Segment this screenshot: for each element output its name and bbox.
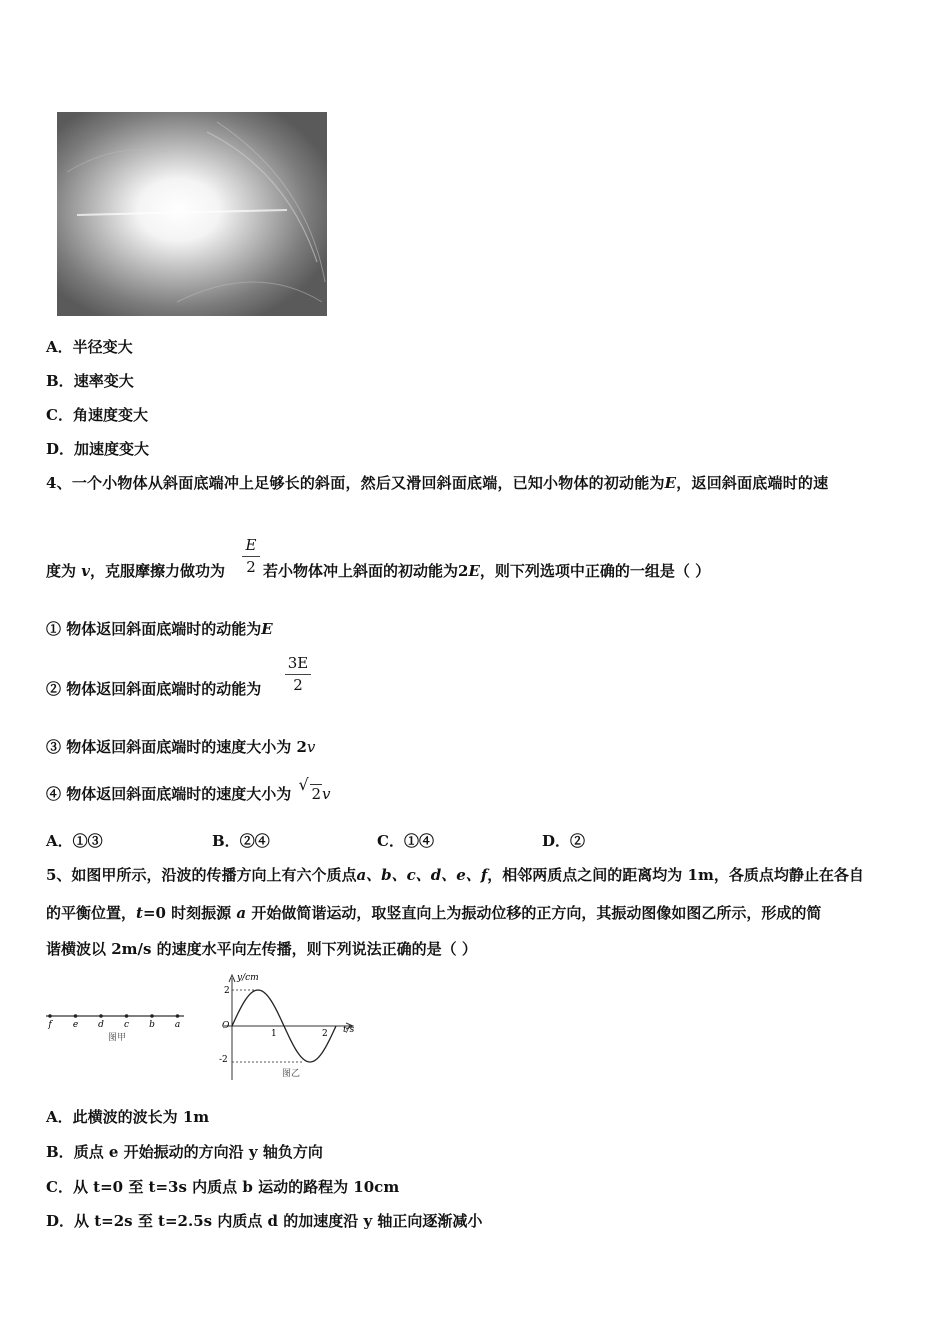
- q4-fraction-e-over-2: E 2: [242, 536, 260, 580]
- q3-option-b[interactable]: B．速率变大: [46, 372, 134, 390]
- ytick-neg2: -2: [219, 1055, 228, 1065]
- figure-yi-caption: 图乙: [282, 1069, 301, 1079]
- particle-label-a: a: [174, 1020, 181, 1030]
- bright-light-photo: [57, 112, 327, 316]
- particle-b: [150, 1014, 154, 1018]
- origin-label: O: [222, 1021, 230, 1031]
- particle-e: [74, 1014, 78, 1018]
- q4-fraction-3e-over-2: 3E 2: [285, 654, 311, 698]
- q4-choice-b[interactable]: B．②④: [212, 832, 270, 850]
- q5-option-c[interactable]: C．从 t=0 至 t=3s 内质点 b 运动的路程为 10cm: [46, 1178, 400, 1196]
- sqrt-expression: √ 2v: [298, 775, 331, 803]
- q4-choice-d[interactable]: D．②: [542, 832, 586, 850]
- q4-choice-c[interactable]: C．①④: [377, 832, 434, 850]
- particle-label-e: e: [72, 1020, 79, 1030]
- q3-option-d[interactable]: D．加速度变大: [46, 440, 150, 458]
- x-axis-label: t/s: [343, 1025, 355, 1035]
- particle-label-d: d: [98, 1020, 104, 1030]
- q5-option-b[interactable]: B．质点 e 开始振动的方向沿 y 轴负方向: [46, 1143, 323, 1161]
- figure-jia: [44, 1008, 189, 1048]
- particle-label-f: f: [48, 1020, 52, 1030]
- q4-statement-1: ① 物体返回斜面底端时的动能为E: [46, 620, 273, 638]
- particle-label-c: c: [123, 1020, 130, 1030]
- q4-stem-line2-cont: 若小物体冲上斜面的初动能为2E，则下列选项中正确的一组是（ ）: [263, 562, 711, 580]
- figure-jia-caption: 图甲: [107, 1033, 127, 1043]
- particle-label-b: b: [149, 1020, 155, 1030]
- y-axis-label: y/cm: [237, 973, 259, 983]
- figure-yi: [212, 970, 364, 1085]
- particle-a: [176, 1014, 180, 1018]
- q5-stem-line2: 的平衡位置，t=0 时刻振源 a 开始做简谐运动，取竖直向上为振动位移的正方向，其振动图像如图乙所示，形成的简: [46, 904, 822, 922]
- xtick-2: 2: [322, 1029, 328, 1039]
- q4-stem-line2: 度为 v，克服摩擦力做功为: [46, 562, 225, 580]
- q4-stem-line1: 4、一个小物体从斜面底端冲上足够长的斜面，然后又滑回斜面底端，已知小物体的初动能为E，返回斜面底端时的速: [46, 474, 829, 492]
- particle-f: [48, 1014, 52, 1018]
- q5-option-d[interactable]: D．从 t=2s 至 t=2.5s 内质点 d 的加速度沿 y 轴正向逐渐减小: [46, 1212, 483, 1230]
- q3-option-c[interactable]: C．角速度变大: [46, 406, 148, 424]
- q4-statement-4: ④ 物体返回斜面底端时的速度大小为 √ 2v: [46, 775, 331, 803]
- ytick-2: 2: [224, 986, 230, 996]
- q5-option-a[interactable]: A．此横波的波长为 1m: [46, 1108, 210, 1126]
- q4-statement-2: ② 物体返回斜面底端时的动能为: [46, 680, 262, 698]
- xtick-1: 1: [271, 1029, 277, 1039]
- q3-option-a[interactable]: A．半径变大: [46, 338, 133, 356]
- sqrt-icon: √: [298, 775, 309, 794]
- q5-stem-line3: 谐横波以 2m/s 的速度水平向左传播，则下列说法正确的是（ ）: [46, 940, 477, 958]
- q4-statement-3: ③ 物体返回斜面底端时的速度大小为 2v: [46, 738, 316, 756]
- q5-stem-line1: 5、如图甲所示，沿波的传播方向上有六个质点a、b、c、d、e、f，相邻两质点之间的距离均为 1m，各质点均静止在各自: [46, 866, 864, 884]
- particle-d: [99, 1014, 103, 1018]
- q4-choice-a[interactable]: A．①③: [46, 832, 103, 850]
- particle-c: [125, 1014, 129, 1018]
